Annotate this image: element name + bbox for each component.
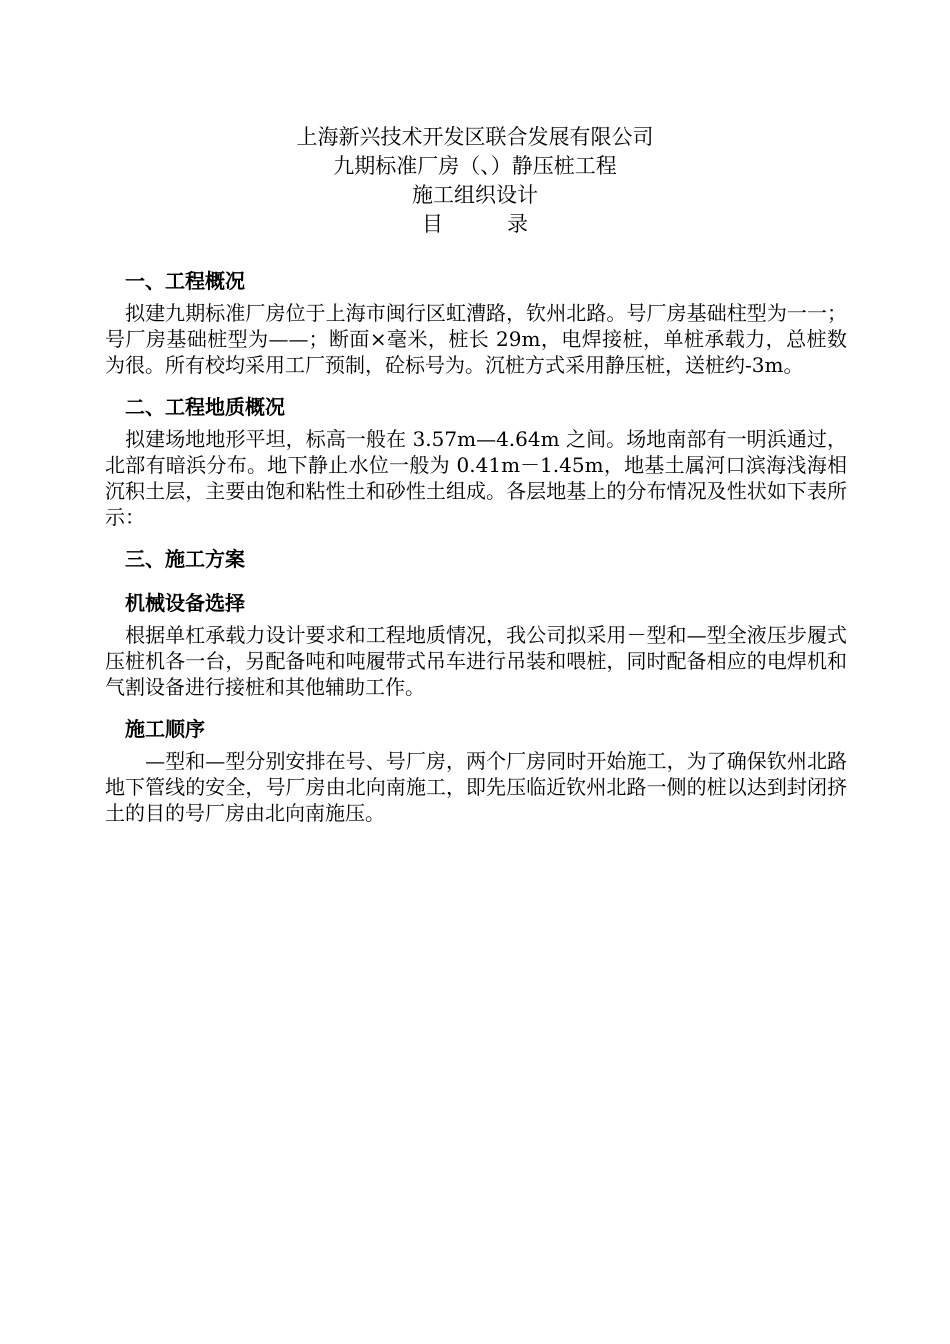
company-name: 上海新兴技术开发区联合发展有限公司 xyxy=(296,125,654,149)
section-paragraph-overview: 拟建九期标准厂房位于上海市闽行区虹漕路，钦州北路。号厂房基础柱型为一一；号厂房基础桩型为——；断面×毫米，桩长 29m，电焊接桩，单桩承载力，总桩数为很。所有校均采用工厂预制，砼标号为。沉桩方式采用静压桩，送桩约-3m。 xyxy=(105,301,848,377)
document-body xyxy=(105,266,847,826)
table-of-contents-title xyxy=(0,210,950,239)
section-heading-construction-plan: 三、施工方案 xyxy=(125,547,245,571)
section-paragraph-sequence: —型和—型分别安排在号、号厂房，两个厂房同时开始施工，为了确保钦州北路地下管线的安全，号厂房由北向南施工，即先压临近钦州北路一侧的桩以达到封闭挤土的目的号厂房由北向南施压。 xyxy=(105,749,848,825)
section-paragraph-geology: 拟建场地地形平坦，标高一般在 3.57m—4.64m 之间。场地南部有一明浜通过，北部有暗浜分布。地下静止水位一般为 0.41m－1.45m，地基土属河口滨海浅海相沉积土层，主要由饱和粘性土和砂性土组成。各层地基上的分布情况及性状如下表所示： xyxy=(105,427,847,529)
section-heading-sequence: 施工顺序 xyxy=(125,717,205,741)
section-heading-overview: 一、工程概况 xyxy=(125,269,245,293)
project-name: 九期标准厂房（、）静压桩工程 xyxy=(333,154,617,178)
section-heading-geology: 二、工程地质概况 xyxy=(125,395,285,419)
title-block xyxy=(0,123,950,239)
toc-left-char: 目 xyxy=(422,212,443,236)
toc-right-char: 录 xyxy=(507,212,528,236)
section-paragraph-equipment: 根据单杠承载力设计要求和工程地质情况，我公司拟采用－型和—型全液压步履式压桩机各一台，另配备吨和吨履带式吊车进行吊装和喂桩，同时配备相应的电焊机和气割设备进行接桩和其他辅助工作。 xyxy=(105,623,848,699)
document-type: 施工组织设计 xyxy=(412,183,538,207)
section-heading-equipment: 机械设备选择 xyxy=(125,591,245,615)
